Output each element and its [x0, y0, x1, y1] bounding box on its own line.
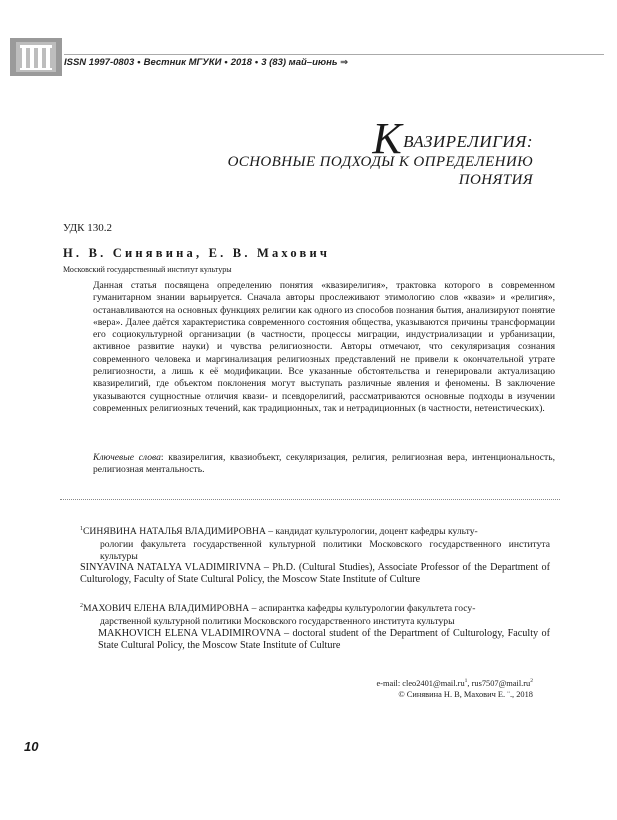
author-bio-2-en: MAKHOVICH ELENA VLADIMIROVNA – doctoral student of the Department of Culturology, Faculty of State Cultural Policy, the Moscow State Institute of Culture — [98, 628, 550, 652]
journal-issue: 3 (83) май–июнь — [261, 57, 338, 68]
journal-year: 2018 — [230, 57, 252, 68]
article-abstract: Данная статья посвящена определению понятия «квазирелигия», трактовка которого в современном гуманитарном знании варьируется. Сначала авторы прослеживают этимологию слов «квази» и «религия», останавливаются на основных функциях религии как одного из способов познания бытия, анализируют понятие «вера». Далее даётся характеристика современного состояния общества, указываются причины трансформации его социокультурной организации (в частности, процессы миграции, индустриализации и урбанизации, активное развитие науки) и чувства религиозности. Авторы отмечают, что секуляризация сознания современного человека и маргинализация религиозных представлений не привели к окончательной утрате религиозности, а лишь к её модификации. Все указанные обстоятельства и генерировали актуализацию квазирелигий, где объектом поклонения могут выступать различные явления и феномены. В заключение указываются сущностные отличия квази- и псевдорелигий, рассматриваются основные подходы в изучении современных религиозных течений, как традиционных, так и нетрадиционных (в частности, нетеистических). — [93, 280, 555, 414]
footnote-1: 1 — [80, 526, 83, 532]
page-number: 10 — [24, 739, 39, 754]
email-sup-2: 2 — [530, 678, 533, 684]
arrow-right-icon: ⇒ — [340, 57, 349, 68]
author-affiliation: Московский государственный институт культуры — [63, 265, 232, 274]
article-title — [113, 114, 533, 189]
title-dropcap: К — [372, 114, 403, 163]
issn: ISSN 1997-0803 — [64, 57, 135, 68]
bio3-first-line: МАХОВИЧ ЕЛЕНА ВЛАДИМИРОВНА – аспирантка кафедры культурологии факультета госу- — [83, 603, 476, 615]
copyright-notice: © Синявина Н. В, Махович Е. ¨., 2018 — [398, 690, 533, 699]
keywords-text: : квазирелигия, квазиобъект, секуляризация, религия, религиозная вера, интенциональность, религиозная ментальность. — [93, 452, 555, 476]
bio1-continuation: рологии факультета государственной культурной политики Московского государственного института культуры — [100, 538, 550, 562]
title-line-1-rest: ВАЗИРЕЛИГИЯ: — [403, 132, 533, 151]
journal-header: ISSN 1997-0803 • Вестник МГУКИ • 2018 • 3 (83) май–июнь ⇒ — [64, 54, 604, 68]
journal-name: Вестник МГУКИ — [143, 57, 222, 68]
email-sup-1: 1 — [464, 678, 468, 684]
footnote-2: 2 — [80, 603, 83, 609]
title-line-3: ПОНЯТИЯ — [458, 172, 533, 188]
contact-email — [376, 678, 533, 688]
author-bio-1-en: SINYAVINA NATALYA VLADIMIRIVNA – Ph.D. (Cultural Studies), Associate Professor of the Department of Culturology, Faculty of State Cultural Policy, the Moscow State Institute of Culture — [80, 562, 550, 586]
email-2[interactable]: , rus7507@mail.ru — [467, 678, 531, 688]
journal-logo — [10, 38, 62, 76]
bio1-first-line: СИНЯВИНА НАТАЛЬЯ ВЛАДИМИРОВНА – кандидат культурологии, доцент кафедры культу- — [83, 526, 478, 538]
udk-code: УДК 130.2 — [63, 222, 113, 234]
title-line-2: ОСНОВНЫЕ ПОДХОДЫ К ОПРЕДЕЛЕНИЮ — [227, 154, 533, 170]
article-keywords — [93, 452, 555, 477]
dotted-divider — [60, 499, 560, 500]
email-1[interactable]: e-mail: cleo2401@mail.ru — [376, 678, 465, 688]
bio3-continuation: дарственной культурной политики Московского государственного института культуры — [100, 615, 455, 627]
author-bio-1-ru — [80, 523, 550, 563]
article-authors: Н. В. Синявина, Е. В. Махович — [63, 246, 331, 260]
author-bio-2-ru — [80, 600, 550, 628]
keywords-label: Ключевые слова — [93, 452, 161, 463]
